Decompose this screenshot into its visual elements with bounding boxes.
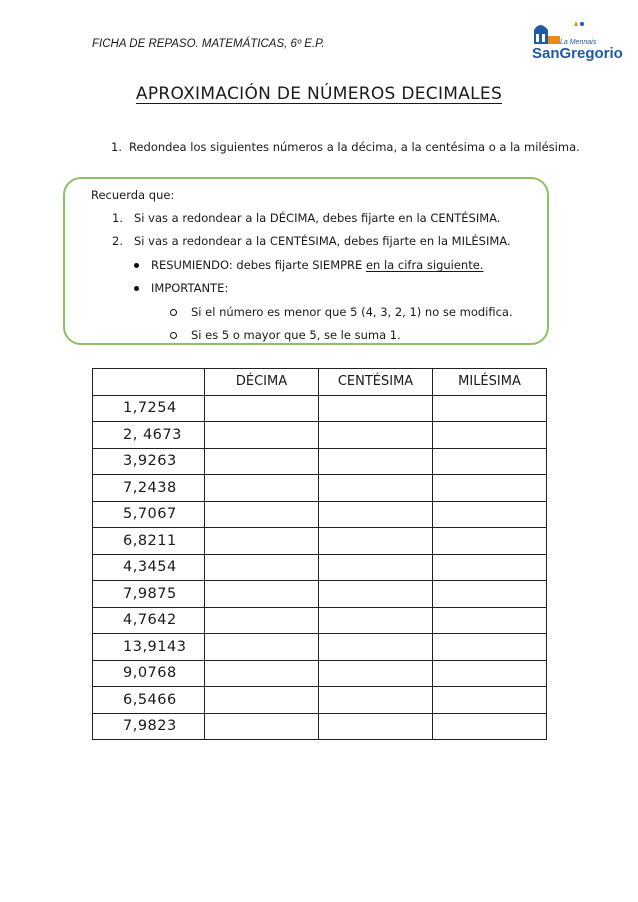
header-milesima: MILÉSIMA	[433, 369, 547, 396]
circle-bullet-icon	[170, 309, 177, 316]
centesima-answer-cell[interactable]	[319, 475, 433, 502]
centesima-answer-cell[interactable]	[319, 713, 433, 740]
centesima-answer-cell[interactable]	[319, 687, 433, 714]
table-header-row	[93, 369, 547, 396]
number-cell: 3,9263	[93, 448, 205, 475]
decima-answer-cell[interactable]	[205, 660, 319, 687]
centesima-answer-cell[interactable]	[319, 395, 433, 422]
reminder-item-1	[112, 211, 500, 225]
decima-answer-cell[interactable]	[205, 501, 319, 528]
table-row	[93, 687, 547, 714]
instruction-text: Redondea los siguientes números a la décima, a la centésima o a la milésima.	[129, 140, 580, 154]
milesima-answer-cell[interactable]	[433, 581, 547, 608]
table-row	[93, 607, 547, 634]
bullet-2-text: IMPORTANTE:	[151, 281, 229, 295]
decima-answer-cell[interactable]	[205, 581, 319, 608]
table-row	[93, 422, 547, 449]
table-row	[93, 581, 547, 608]
bullet-1-underlined: en la cifra siguiente.	[365, 258, 484, 272]
number-cell: 7,2438	[93, 475, 205, 502]
reminder-item-2-text: Si vas a redondear a la CENTÉSIMA, debes fijarte en la MILÉSIMA.	[134, 234, 511, 248]
decima-answer-cell[interactable]	[205, 395, 319, 422]
instruction	[111, 140, 580, 154]
centesima-answer-cell[interactable]	[319, 554, 433, 581]
centesima-answer-cell[interactable]	[319, 634, 433, 661]
milesima-answer-cell[interactable]	[433, 422, 547, 449]
table-row	[93, 501, 547, 528]
page-title-text: APROXIMACIÓN DE NÚMEROS DECIMALES	[135, 84, 503, 104]
milesima-answer-cell[interactable]	[433, 634, 547, 661]
table-row	[93, 554, 547, 581]
table-row	[93, 448, 547, 475]
reminder-item-1-number: 1.	[112, 211, 123, 225]
decima-answer-cell[interactable]	[205, 422, 319, 449]
number-cell: 7,9823	[93, 713, 205, 740]
decima-answer-cell[interactable]	[205, 554, 319, 581]
logo-graphic	[530, 16, 623, 64]
decima-answer-cell[interactable]	[205, 475, 319, 502]
milesima-answer-cell[interactable]	[433, 395, 547, 422]
milesima-answer-cell[interactable]	[433, 528, 547, 555]
centesima-answer-cell[interactable]	[319, 607, 433, 634]
logo-small-text: La Mennais	[560, 39, 597, 46]
centesima-answer-cell[interactable]	[319, 448, 433, 475]
reminder-box	[63, 177, 549, 345]
sub-2-text: Si es 5 o mayor que 5, se le suma 1.	[191, 328, 401, 342]
table-row	[93, 528, 547, 555]
milesima-answer-cell[interactable]	[433, 660, 547, 687]
number-cell: 4,7642	[93, 607, 205, 634]
sub-1-text: Si el número es menor que 5 (4, 3, 2, 1) no se modifica.	[191, 305, 513, 319]
reminder-heading: Recuerda que:	[91, 188, 175, 202]
centesima-answer-cell[interactable]	[319, 581, 433, 608]
table-row	[93, 660, 547, 687]
number-cell: 1,7254	[93, 395, 205, 422]
header-blank	[93, 369, 205, 396]
reminder-sub-2	[170, 328, 401, 342]
worksheet-header: FICHA DE REPASO. MATEMÁTICAS, 6º E.P.	[92, 38, 325, 50]
number-cell: 7,9875	[93, 581, 205, 608]
milesima-answer-cell[interactable]	[433, 713, 547, 740]
milesima-answer-cell[interactable]	[433, 448, 547, 475]
milesima-answer-cell[interactable]	[433, 607, 547, 634]
centesima-answer-cell[interactable]	[319, 501, 433, 528]
reminder-item-2	[112, 234, 511, 248]
number-cell: 2, 4673	[93, 422, 205, 449]
table-row	[93, 713, 547, 740]
table-row	[93, 475, 547, 502]
table-body	[93, 395, 547, 740]
header-centesima: CENTÉSIMA	[319, 369, 433, 396]
header-decima: DÉCIMA	[205, 369, 319, 396]
milesima-answer-cell[interactable]	[433, 475, 547, 502]
number-cell: 6,8211	[93, 528, 205, 555]
decima-answer-cell[interactable]	[205, 528, 319, 555]
bullet-1-text: RESUMIENDO: debes fijarte SIEMPRE	[151, 258, 363, 272]
number-cell: 4,3454	[93, 554, 205, 581]
logo-main-text: SanGregorio	[532, 45, 623, 62]
milesima-answer-cell[interactable]	[433, 687, 547, 714]
centesima-answer-cell[interactable]	[319, 422, 433, 449]
centesima-answer-cell[interactable]	[319, 528, 433, 555]
rounding-table	[92, 368, 547, 740]
centesima-answer-cell[interactable]	[319, 660, 433, 687]
number-cell: 9,0768	[93, 660, 205, 687]
reminder-sub-1	[170, 305, 513, 319]
decima-answer-cell[interactable]	[205, 607, 319, 634]
milesima-answer-cell[interactable]	[433, 501, 547, 528]
table-row	[93, 395, 547, 422]
reminder-bullet-2	[134, 281, 228, 295]
circle-bullet-icon	[170, 332, 177, 339]
reminder-bullet-1	[134, 258, 483, 272]
number-cell: 5,7067	[93, 501, 205, 528]
bullet-icon	[134, 286, 139, 291]
decima-answer-cell[interactable]	[205, 634, 319, 661]
milesima-answer-cell[interactable]	[433, 554, 547, 581]
bullet-icon	[134, 263, 139, 268]
number-cell: 13,9143	[93, 634, 205, 661]
number-cell: 6,5466	[93, 687, 205, 714]
reminder-item-1-text: Si vas a redondear a la DÉCIMA, debes fijarte en la CENTÉSIMA.	[134, 211, 501, 225]
table-row	[93, 634, 547, 661]
page-title	[0, 84, 638, 104]
decima-answer-cell[interactable]	[205, 687, 319, 714]
decima-answer-cell[interactable]	[205, 713, 319, 740]
decima-answer-cell[interactable]	[205, 448, 319, 475]
reminder-item-2-number: 2.	[112, 234, 123, 248]
instruction-number: 1.	[111, 140, 122, 154]
school-logo	[530, 16, 623, 64]
